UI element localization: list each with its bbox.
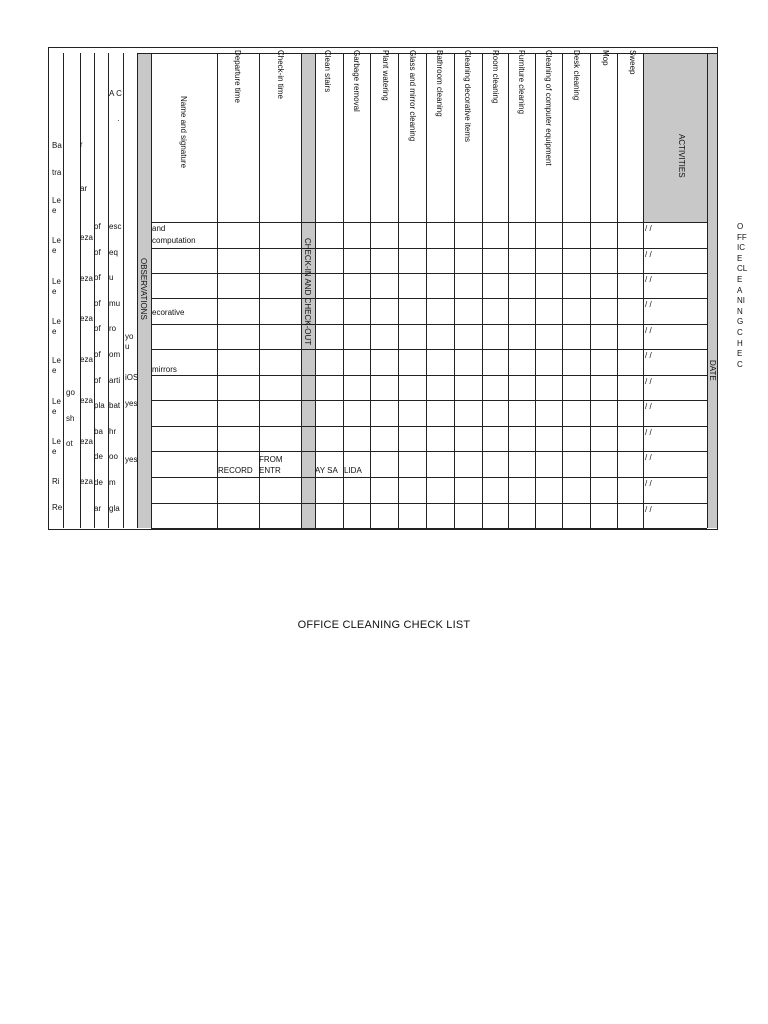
grid-vline (590, 53, 591, 528)
side-title-char: N (737, 306, 743, 316)
fragment-col-c: eq (109, 247, 118, 257)
row-text-decorative: ecorative (152, 308, 185, 317)
date-mark: / / (645, 377, 652, 386)
side-title-char: CL (737, 264, 748, 274)
fragment-col-e: eza (80, 477, 93, 487)
fragment-col-c: hr (109, 426, 117, 436)
fragment-col-f: sh (66, 413, 75, 423)
grid-vline (398, 53, 399, 528)
fragment-col-g: Le (52, 437, 61, 446)
fragment-col-c: oo (109, 452, 118, 462)
grid-hline (151, 273, 707, 274)
fragment-col-c: u (109, 273, 114, 283)
grid-vline (426, 53, 427, 528)
obs-yes-1: yes (125, 399, 138, 408)
obs-yes-2: yes (125, 455, 138, 464)
fragment-col-g: Ri (52, 477, 60, 486)
fragment-col-c: bat (109, 401, 121, 411)
fragment-col-c: ro (109, 324, 117, 334)
obs-you-2: u (125, 342, 130, 351)
fragment-col-e: eza (80, 233, 93, 242)
fragment-col-g: Le (52, 317, 61, 326)
fragment-col-g: e (52, 287, 57, 296)
grid-vline (454, 53, 455, 528)
fragment-col-d: de (94, 478, 103, 487)
grid-hline (151, 477, 707, 478)
row-text-computation: computation (152, 236, 196, 245)
header-date: DATE (708, 360, 717, 381)
fragment-col-c: m (109, 478, 116, 487)
fragment-col-g: tra (52, 168, 62, 177)
date-mark: / / (645, 326, 652, 335)
fragment-col-g: e (52, 366, 57, 375)
fragment-col-g: e (52, 206, 57, 215)
side-title-char: NI (737, 296, 745, 306)
header-sweep: Sweep (628, 50, 637, 75)
header-activities: ACTIVITIES (677, 134, 686, 178)
grid-hline (151, 349, 707, 350)
date-mark: / / (645, 402, 652, 411)
fragment-col-g: Le (52, 397, 61, 406)
fragment-col-d: de (94, 452, 103, 462)
fragment-col-c: om (109, 350, 121, 359)
fragment-col-c: mu (109, 298, 121, 308)
date-mark: / / (645, 351, 652, 360)
date-mark: / / (645, 505, 652, 514)
grid-hline (151, 298, 707, 299)
obs-you-1: yo (125, 332, 134, 341)
fragment-col-g: Re (52, 503, 63, 512)
fragment-col-g: e (52, 246, 57, 255)
fragment-col-c: esc (109, 222, 122, 231)
grid-hline (151, 451, 707, 452)
date-mark: / / (645, 428, 652, 437)
grid-vline (151, 53, 152, 528)
date-mark: / / (645, 479, 652, 488)
fragment-col-g: e (52, 327, 57, 336)
header-observations: OBSERVATIONS (139, 258, 148, 320)
row-text-lida: LIDA (344, 466, 362, 475)
side-vertical-title (737, 222, 751, 370)
fragment-col-g: Ba (52, 141, 62, 150)
grid-vline (617, 53, 618, 528)
fragment-col-d: of (94, 222, 101, 231)
grid-vline (508, 53, 509, 528)
fragment-col-d: of (94, 247, 101, 257)
date-mark: / / (645, 453, 652, 462)
fragment-col-e: ar (80, 184, 88, 193)
fragment-col-g: Le (52, 277, 61, 286)
row-text-record: RECORD (218, 466, 253, 475)
header-ac: A C (109, 89, 122, 98)
side-title-char: E (737, 349, 743, 359)
grid-hline (151, 324, 707, 325)
grid-vline (343, 53, 344, 528)
grid-hline (151, 426, 707, 427)
fragment-col-e: eza (80, 395, 93, 405)
fragment-col-e: eza (80, 273, 93, 283)
grid-hline (151, 248, 707, 249)
side-title-char: C (737, 327, 743, 337)
fragment-col-g: e (52, 407, 57, 416)
fragment-col-f: go (66, 388, 75, 397)
header-furniture-cleaning: Furniture cleaning (517, 50, 526, 115)
header-departure-time: Departure time (233, 50, 242, 103)
grid-hline (151, 528, 707, 529)
row-text-from: FROM (259, 455, 283, 464)
side-title-char: E (737, 253, 743, 263)
fragment-col-g: Le (52, 196, 61, 205)
header-clean-stairs: Clean stairs (323, 50, 332, 93)
grid-vline (535, 53, 536, 528)
fragment-col-f: ot (66, 439, 73, 449)
side-title-char: E (737, 274, 743, 284)
fragment-col-e: eza (80, 355, 93, 365)
fragment-col-e-top: r (80, 140, 83, 149)
header-garbage-removal: Garbage removal (352, 50, 361, 112)
date-mark: / / (645, 250, 652, 259)
page-title: OFFICE CLEANING CHECK LIST (297, 619, 471, 631)
grid-hline (151, 400, 707, 401)
fragment-col-e: eza (80, 436, 93, 446)
fragment-col-g: e (52, 447, 57, 456)
fragment-col-d: pla (94, 401, 105, 411)
row-text-entr: ENTR (259, 466, 281, 475)
header-glass-mirror: Glass and mirror cleaning (408, 50, 417, 142)
fragment-col-d: of (94, 350, 101, 359)
grid-hline (151, 503, 707, 504)
header-checkin-time: Check-in time (276, 50, 285, 99)
date-mark: / / (645, 224, 652, 233)
fragment-col-d: of (94, 298, 101, 308)
row-text-mirrors: mirrors (152, 365, 177, 374)
fragment-col-d: ba (94, 426, 103, 436)
fragment-col-d: of (94, 324, 101, 334)
header-decorative-items: Cleaning decorative items (463, 50, 472, 143)
side-title-char: FF (737, 232, 747, 242)
side-title-char: IC (737, 243, 745, 253)
grid-vline (80, 53, 81, 528)
side-title-char: O (737, 222, 744, 231)
row-text-and: and (152, 224, 166, 233)
checklist-table (48, 47, 718, 530)
header-mop: Mop (601, 50, 610, 66)
fragment-col-g: Le (52, 236, 61, 245)
fragment-col-d: ar (94, 503, 102, 513)
fragment-col-c: gla (109, 503, 120, 513)
header-room-cleaning: Room cleaning (491, 50, 500, 104)
grid-hline (151, 222, 707, 223)
grid-vline (482, 53, 483, 528)
fragment-col-g: Le (52, 356, 61, 365)
date-mark: / / (645, 300, 652, 309)
fragment-col-d: of (94, 273, 101, 283)
obs-dot: · (117, 116, 120, 125)
grid-vline (643, 53, 644, 528)
grid-vline (370, 53, 371, 528)
date-mark: / / (645, 275, 652, 284)
row-text-aysa: AY SA (315, 466, 338, 475)
grid-vline (562, 53, 563, 528)
side-title-char: H (737, 338, 743, 348)
grid-hline (151, 375, 707, 376)
side-title-char: C (737, 359, 743, 369)
header-desk-cleaning: Desk cleaning (572, 50, 581, 101)
header-checkin-checkout: CHECK-IN AND CHECK-OUT (303, 238, 312, 346)
header-plant-watering: Plant watering (381, 50, 390, 101)
side-title-char: G (737, 317, 744, 327)
obs-ios: iOS (125, 373, 139, 382)
header-computer-equipment: Cleaning of computer equipment (544, 50, 553, 166)
header-bathroom-cleaning: Bathroom cleaning (435, 50, 444, 117)
grid-vline (217, 53, 218, 528)
fragment-col-e: eza (80, 314, 93, 324)
grid-vline (707, 53, 708, 528)
fragment-col-d: of (94, 375, 101, 385)
header-name-signature: Name and signature (179, 96, 188, 169)
side-title-char: A (737, 285, 743, 295)
grid-vline (315, 53, 316, 528)
fragment-col-c: arti (109, 375, 121, 385)
